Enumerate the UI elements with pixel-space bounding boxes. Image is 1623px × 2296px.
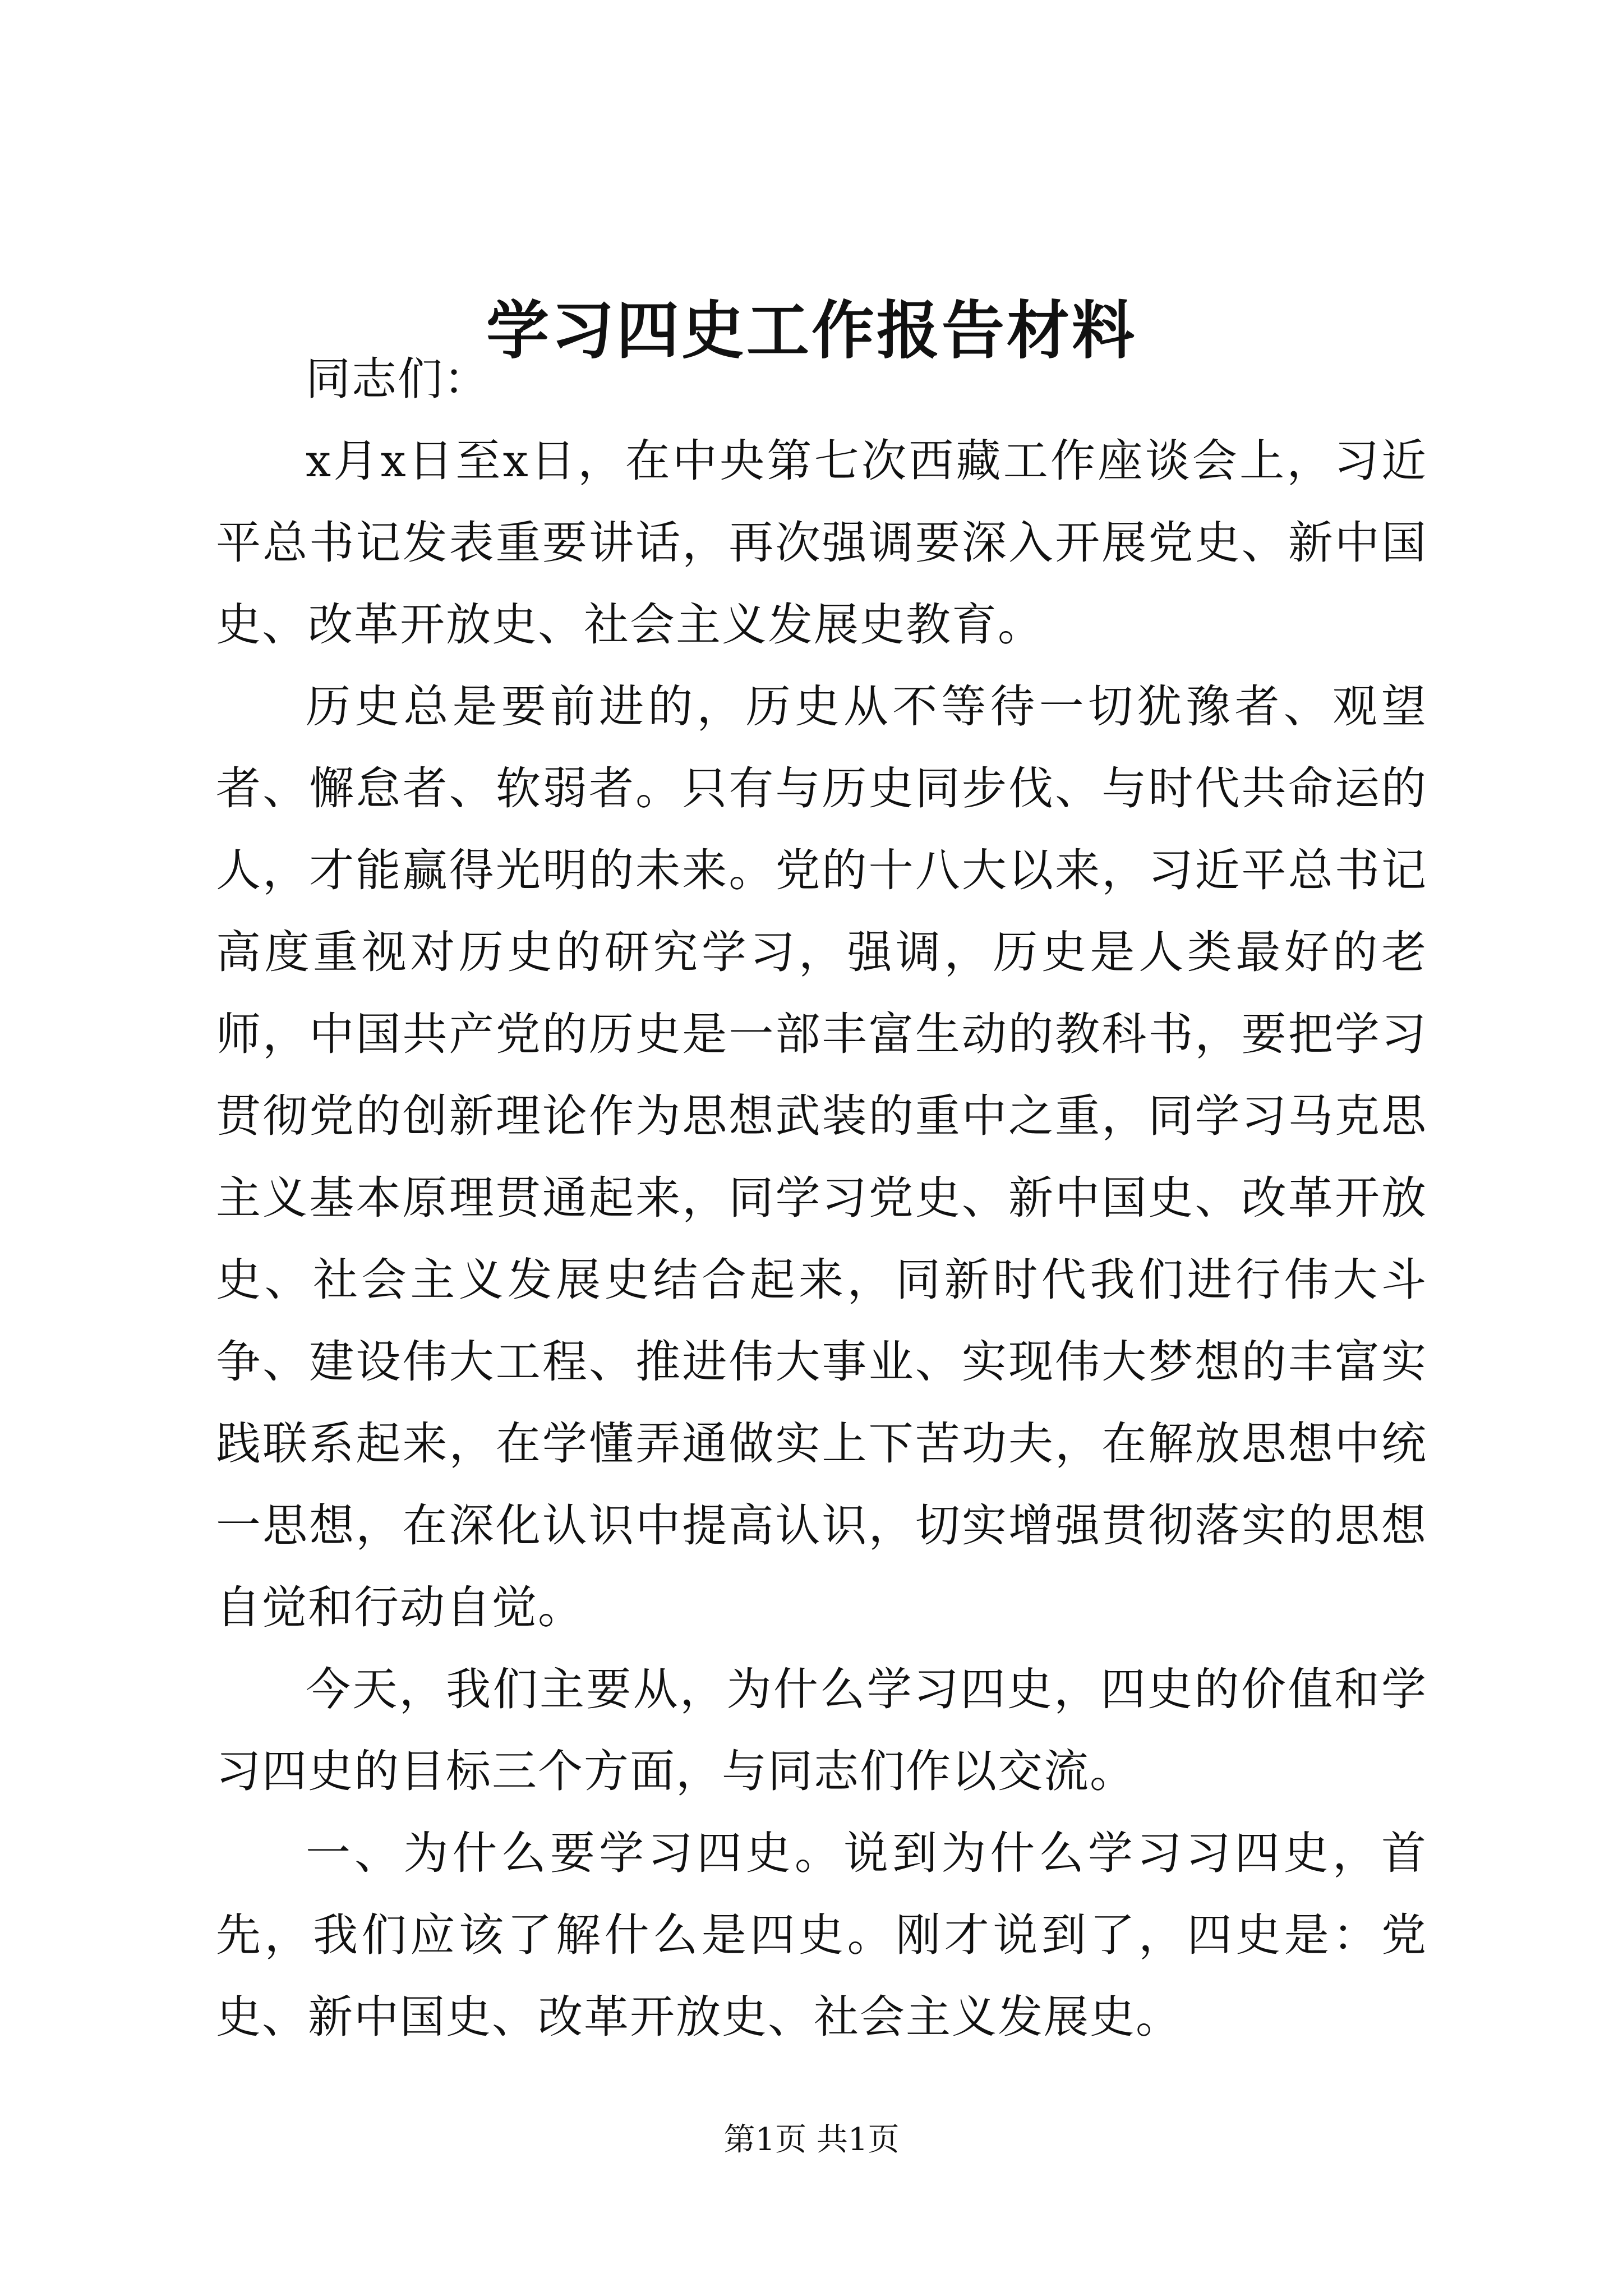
paragraph-1: x月x日至x日，在中央第七次西藏工作座谈会上，习近平总书记发表重要讲话，再次强调要深入开展党史、新中国史、改革开放史、社会主义发展史教育。 [216, 435, 1427, 651]
document-body [216, 338, 1427, 2058]
paragraph-salutation: 同志们： [306, 353, 490, 405]
page-footer [0, 2118, 1623, 2162]
paragraph-2: 历史总是要前进的，历史从不等待一切犹豫者、观望者、懈怠者、软弱者。只有与历史同步伐、与时代共命运的人，才能赢得光明的未来。党的十八大以来，习近平总书记高度重视对历史的研究学习，强调，历史是人类最好的老师，中国共产党的历史是一部丰富生动的教科书，要把学习贯彻党的创新理论作为思想武装的重中之重，同学习马克思主义基本原理贯通起来，同学习党史、新中国史、改革开放史、社会主义发展史结合起来，同新时代我们进行伟大斗争、建设伟大工程、推进伟大事业、实现伟大梦想的丰富实践联系起来，在学懂弄通做实上下苦功夫，在解放思想中统一思想，在深化认识中提高认识，切实增强贯彻落实的思想自觉和行动自觉。 [216, 680, 1427, 1634]
paragraph-4: 一、为什么要学习四史。说到为什么学习习四史，首先，我们应该了解什么是四史。刚才说到了，四史是：党史、新中国史、改革开放史、社会主义发展史。 [216, 1827, 1427, 2043]
page-number-label: 第1页 共1页 [723, 2122, 900, 2158]
paragraph-3: 今天，我们主要从，为什么学习四史，四史的价值和学习四史的目标三个方面，与同志们作以交流。 [216, 1663, 1427, 1797]
document-title: 学习四史工作报告材料 [486, 294, 1137, 367]
